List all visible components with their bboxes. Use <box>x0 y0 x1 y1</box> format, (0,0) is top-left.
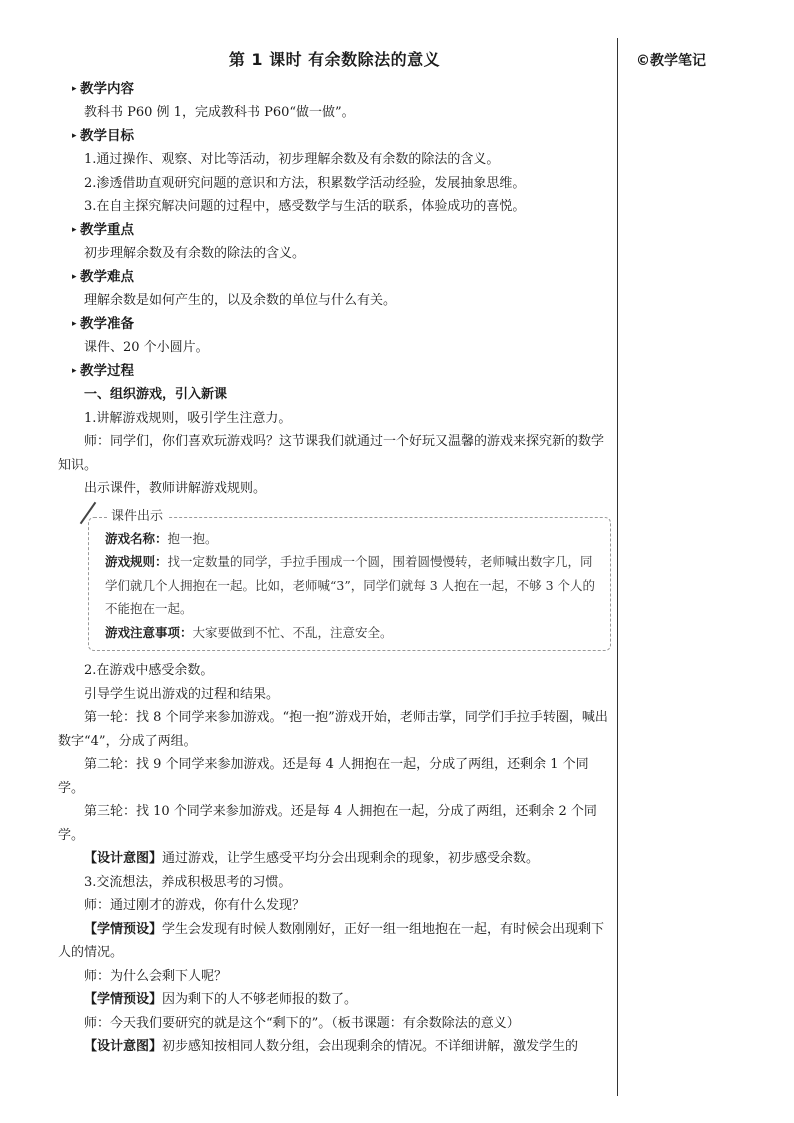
content-text: 教科书 P60 例 1，完成教科书 P60“做一做”。 <box>84 105 355 120</box>
game-note-row <box>105 621 602 645</box>
pen-stroke-icon <box>80 501 97 523</box>
game-rule-key: 游戏规则： <box>105 554 168 569</box>
margin-divider <box>617 38 618 1096</box>
prep-text: 课件、20 个小圆片。 <box>84 340 209 355</box>
process-text: 引导学生说出游戏的过程和结果。 <box>84 686 280 702</box>
student-prediction <box>58 918 611 965</box>
teacher-line: 师：为什么会剩下人呢？ <box>84 968 228 984</box>
section-heading-process: ▸ 教学过程 <box>58 360 611 384</box>
process-step: 2.在游戏中感受余数。 <box>84 663 214 678</box>
design-intent-text: 通过游戏，让学生感受平均分会出现剩余的现象，初步感受余数。 <box>162 851 540 866</box>
page-title: 第 1 课时 有余数除法的意义 <box>228 50 441 69</box>
difficulty-text: 理解余数是如何产生的，以及余数的单位与什么有关。 <box>84 293 397 308</box>
section-heading-key: ▸ 教学重点 <box>58 219 611 243</box>
teacher-line: 师：今天我们要研究的就是这个“剩下的”。（板书课题：有余数除法的意义） <box>84 1015 520 1031</box>
key-text: 初步理解余数及有余数的除法的含义。 <box>84 246 306 261</box>
design-intent-tag: 【设计意图】 <box>84 851 163 866</box>
process-part-heading: 一、组织游戏，引入新课 <box>84 387 228 402</box>
round-text: 第二轮：找 9 个同学来参加游戏。还是每 4 人拥抱在一起，分成了两组，还剩余 1 个同学。 <box>58 757 589 796</box>
section-heading-content: ▸ 教学内容 <box>58 78 611 102</box>
section-heading-difficulty: ▸ 教学难点 <box>58 266 611 290</box>
lesson-plan-body <box>58 48 611 1059</box>
design-intent-text: 初步感知按相同人数分组，会出现剩余的情况。不详细讲解，激发学生的 <box>162 1039 579 1054</box>
teacher-line: 师：通过刚才的游戏，你有什么发现？ <box>84 898 306 913</box>
goal-item: 1.通过操作、观察、对比等活动，初步理解余数及有余数的除法的含义。 <box>84 152 500 167</box>
design-intent-tag: 【设计意图】 <box>84 1039 163 1054</box>
notes-column-title: ©教学笔记 <box>636 53 706 69</box>
goal-item: 3.在自主探究解决问题的过程中，感受数学与生活的联系，体验成功的喜悦。 <box>84 199 526 214</box>
courseware-box <box>88 508 611 652</box>
teacher-line: 师：同学们，你们喜欢玩游戏吗？这节课我们就通过一个好玩又温馨的游戏来探究新的数学知识。 <box>58 434 605 473</box>
process-step: 1.讲解游戏规则，吸引学生注意力。 <box>84 410 292 426</box>
prediction-text: 学生会发现有时候人数刚刚好，正好一组一组地抱在一起，有时候会出现剩下人的情况。 <box>58 921 605 960</box>
round-text: 第一轮：找 8 个同学来参加游戏。“抱一抱”游戏开始，老师击掌，同学们手拉手转圈，喊出数字“4”，分成了两组。 <box>58 710 608 749</box>
process-text: 出示课件，教师讲解游戏规则。 <box>84 481 267 496</box>
game-rule-row <box>105 550 602 621</box>
game-name-value: 抱一抱。 <box>167 530 218 546</box>
design-intent <box>58 1035 611 1059</box>
section-heading-goals: ▸ 教学目标 <box>58 125 611 149</box>
prediction-text: 因为剩下的人不够老师报的数了。 <box>162 992 358 1007</box>
goal-item: 2.渗透借助直观研究问题的意识和方法，积累数学活动经验，发展抽象思维。 <box>84 175 526 191</box>
prediction-tag: 【学情预设】 <box>84 992 163 1007</box>
courseware-label: 课件出示 <box>107 505 169 529</box>
game-name-key: 游戏名称： <box>105 530 168 546</box>
process-step: 3.交流想法，养成积极思考的习惯。 <box>84 874 292 890</box>
section-heading-prep: ▸ 教学准备 <box>58 313 611 337</box>
game-note-key: 游戏注意事项： <box>105 624 193 640</box>
game-rule-value: 找一定数量的同学，手拉手围成一个圆，围着圆慢慢转，老师喊出数字几，同学们就几个人拥抱在一起。比如，老师喊“3”，同学们就每 3 人抱在一起，不够 3 个人的不能抱在一起。 <box>105 554 596 616</box>
game-name-row <box>105 527 602 551</box>
round-text: 第三轮：找 10 个同学来参加游戏。还是每 4 人拥抱在一起，分成了两组，还剩余 2 个同学。 <box>58 804 597 843</box>
prediction-tag: 【学情预设】 <box>84 921 163 937</box>
design-intent <box>58 847 611 871</box>
game-note-value: 大家要做到不忙、不乱，注意安全。 <box>192 624 393 640</box>
student-prediction <box>58 988 611 1012</box>
